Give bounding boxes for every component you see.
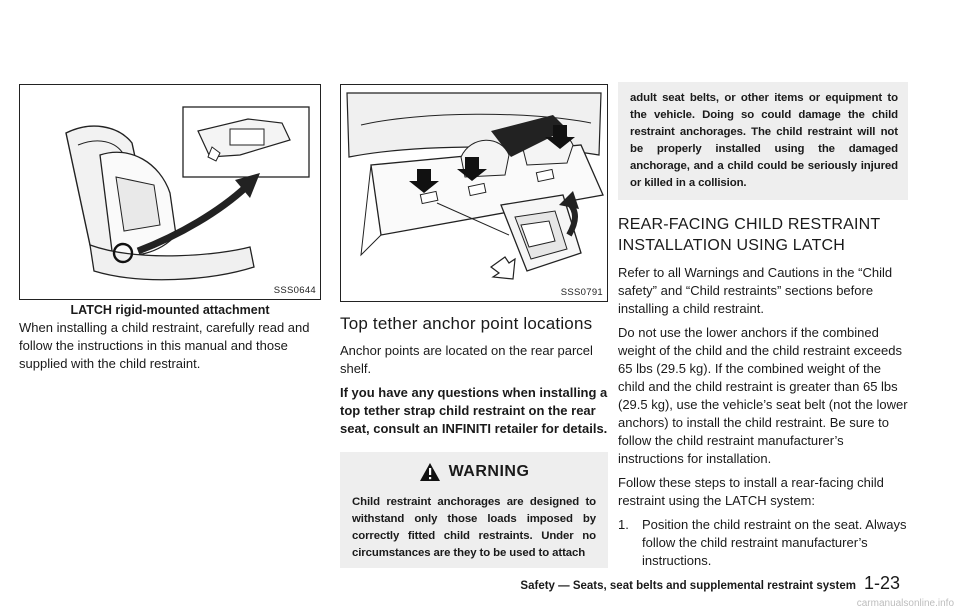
- section-heading-rear-facing: REAR-FACING CHILD RESTRAINT INSTALLATION USING LATCH: [618, 216, 881, 254]
- paragraph-lower-anchors: Do not use the lower anchors if the combined weight of the child and the child restraint exceeds 65 lbs (29.5 kg). If the combined weight of the child and the child restraint is greater than 65 lbs (29.5 kg), use the vehicle’s seat belt (not the lower anchors) to install the child restraint. Be sure to follow the child restraint manufacturer’s instructions for installation.: [618, 325, 908, 466]
- warning-text-part2: adult seat belts, or other items or equipment to the vehicle. Doing so could damage the child restraint anchorages. The child restraint will not be properly installed using the damaged anchorage, and a child could be seriously injured or killed in a collision.: [630, 92, 898, 189]
- paragraph-refer: Refer to all Warnings and Cautions in the “Child safety” and “Child restraints” sections before installing a child restraint.: [618, 265, 893, 316]
- paragraph-questions: If you have any questions when installing a top tether strap child restraint on the rear seat, consult an INFINITI retailer for details.: [340, 385, 608, 436]
- figure-code: SSS0791: [560, 287, 603, 298]
- figure-caption: LATCH rigid-mounted attachment: [70, 303, 270, 317]
- column-left: [19, 84, 321, 379]
- watermark: carmanualsonline.info: [856, 598, 954, 609]
- section-heading-top-tether: Top tether anchor point locations: [340, 314, 593, 333]
- parcel-shelf-illustration: [341, 85, 607, 301]
- list-item: [618, 516, 908, 570]
- column-middle: [340, 84, 608, 568]
- warning-box: [340, 452, 608, 568]
- step-number: 1.: [618, 517, 629, 532]
- column-right: [618, 84, 908, 570]
- seat-illustration: [20, 85, 320, 299]
- warning-triangle-icon: [419, 462, 441, 482]
- steps-list: [618, 516, 908, 570]
- warning-title: WARNING: [448, 463, 530, 480]
- figure-code: SSS0644: [273, 285, 316, 296]
- paragraph-follow-steps: Follow these steps to install a rear-facing child restraint using the LATCH system:: [618, 475, 884, 508]
- warning-box-continued: [618, 82, 908, 200]
- paragraph-installing: When installing a child restraint, carefully read and follow the instructions in this manual and those supplied with the child restraint.: [19, 320, 310, 371]
- anchor-points-figure: [340, 84, 608, 302]
- warning-header: [352, 462, 596, 482]
- footer-section-title: Safety — Seats, seat belts and supplemental restraint system: [520, 580, 856, 592]
- step-text: Position the child restraint on the seat. Always follow the child restraint manufacturer’s instructions.: [642, 517, 907, 568]
- page-footer: [510, 573, 900, 594]
- warning-text-part1: Child restraint anchorages are designed to withstand only those loads imposed by correctly fitted child restraints. Under no circumstances are they to be used to attach: [352, 496, 596, 559]
- page-number: 1-23: [863, 573, 900, 593]
- paragraph-anchor-points: Anchor points are located on the rear parcel shelf.: [340, 343, 593, 376]
- latch-attachment-figure: [19, 84, 321, 300]
